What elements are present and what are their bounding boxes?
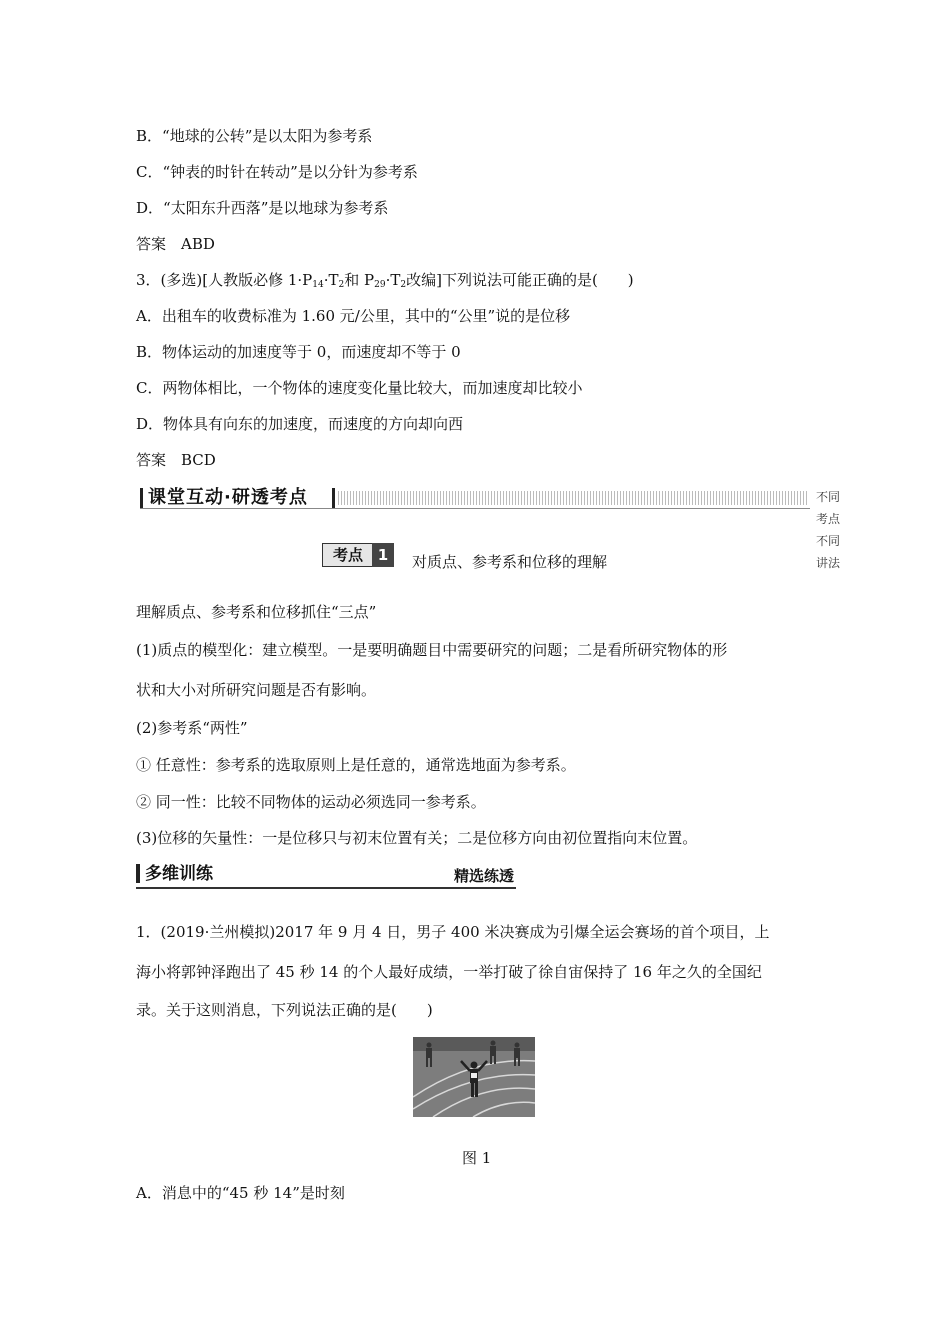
- banner-title: 课堂互动·研透考点: [148, 487, 308, 508]
- training-bar: [136, 864, 140, 883]
- q3-text-a: 3．(多选)[人教版必修 1·P: [136, 271, 313, 289]
- q3-option-b: B．物体运动的加速度等于 0，而速度却不等于 0: [136, 343, 461, 361]
- q3-sub-4: 2: [400, 280, 407, 290]
- option-c: C．“钟表的时针在转动”是以分针为参考系: [136, 163, 418, 181]
- training-rule: [136, 887, 516, 889]
- question-1-line-2: 海小将郭钟泽跑出了 45 秒 14 的个人最好成绩，一举打破了徐自宙保持了 16 年之久的全国纪: [136, 963, 762, 981]
- point-2-1: ① 任意性：参考系的选取原则上是任意的，通常选地面为参考系。: [136, 756, 576, 774]
- banner-mid-bar: [332, 488, 335, 508]
- banner-left-bar: [140, 488, 143, 508]
- q3-sub-2: 2: [338, 280, 345, 290]
- training-right: 精选练透: [453, 867, 514, 885]
- point-3: (3)位移的矢量性：一是位移只与初末位置有关；二是位移方向由初位置指向末位置。: [136, 829, 698, 847]
- training-header: [136, 862, 516, 886]
- q3-text-c: 和 P: [344, 271, 375, 289]
- q3-text-e: 改编]下列说法可能正确的是( ): [406, 271, 634, 289]
- figure-caption: 图 1: [462, 1149, 492, 1167]
- question-1-line-3: 录。关于这则消息，下列说法正确的是( ): [136, 1001, 433, 1019]
- point-2-2: ② 同一性：比较不同物体的运动必须选同一参考系。: [136, 793, 486, 811]
- question-3-stem: [136, 270, 634, 295]
- race-photo: [413, 1037, 535, 1117]
- q3-sub-1: 14: [312, 280, 324, 290]
- q3-text-b: ·T: [323, 271, 339, 289]
- point-1-line-1: (1)质点的模型化：建立模型。一是要明确题目中需要研究的问题；二是看所研究物体的形: [136, 641, 728, 659]
- race-photo-drawing: [413, 1037, 535, 1117]
- q1-option-a: A．消息中的“45 秒 14”是时刻: [136, 1184, 345, 1202]
- kaodian-label: 考点: [322, 543, 374, 567]
- banner-underline: [140, 508, 810, 509]
- q3-option-a: A．出租车的收费标准为 1.60 元/公里，其中的“公里”说的是位移: [136, 307, 571, 325]
- answer-3: 答案 BCD: [136, 451, 216, 469]
- option-d: D．“太阳东升西落”是以地球为参考系: [136, 199, 389, 217]
- banner-right-text: 不同考点 不同讲法: [816, 490, 853, 570]
- option-b: B．“地球的公转”是以太阳为参考系: [136, 127, 373, 145]
- question-1-line-1: 1．(2019·兰州模拟)2017 年 9 月 4 日，男子 400 米决赛成为引爆全运会赛场的首个项目，上: [136, 923, 770, 941]
- training-title: 多维训练: [145, 864, 213, 884]
- point-1-line-2: 状和大小对所研究问题是否有影响。: [136, 681, 377, 699]
- q3-text-d: ·T: [385, 271, 401, 289]
- answer-1: 答案 ABD: [136, 235, 215, 253]
- q3-sub-3: 29: [374, 280, 386, 290]
- intro-text: 理解质点、参考系和位移抓住“三点”: [136, 603, 377, 621]
- q3-option-d: D．物体具有向东的加速度，而速度的方向却向西: [136, 415, 464, 433]
- banner-hatch: [338, 491, 808, 505]
- kaodian-number: 1: [372, 543, 394, 567]
- point-2: (2)参考系“两性”: [136, 719, 248, 737]
- q3-option-c: C．两物体相比，一个物体的速度变化量比较大，而加速度却比较小: [136, 379, 583, 397]
- kaodian-title: 对质点、参考系和位移的理解: [412, 553, 608, 571]
